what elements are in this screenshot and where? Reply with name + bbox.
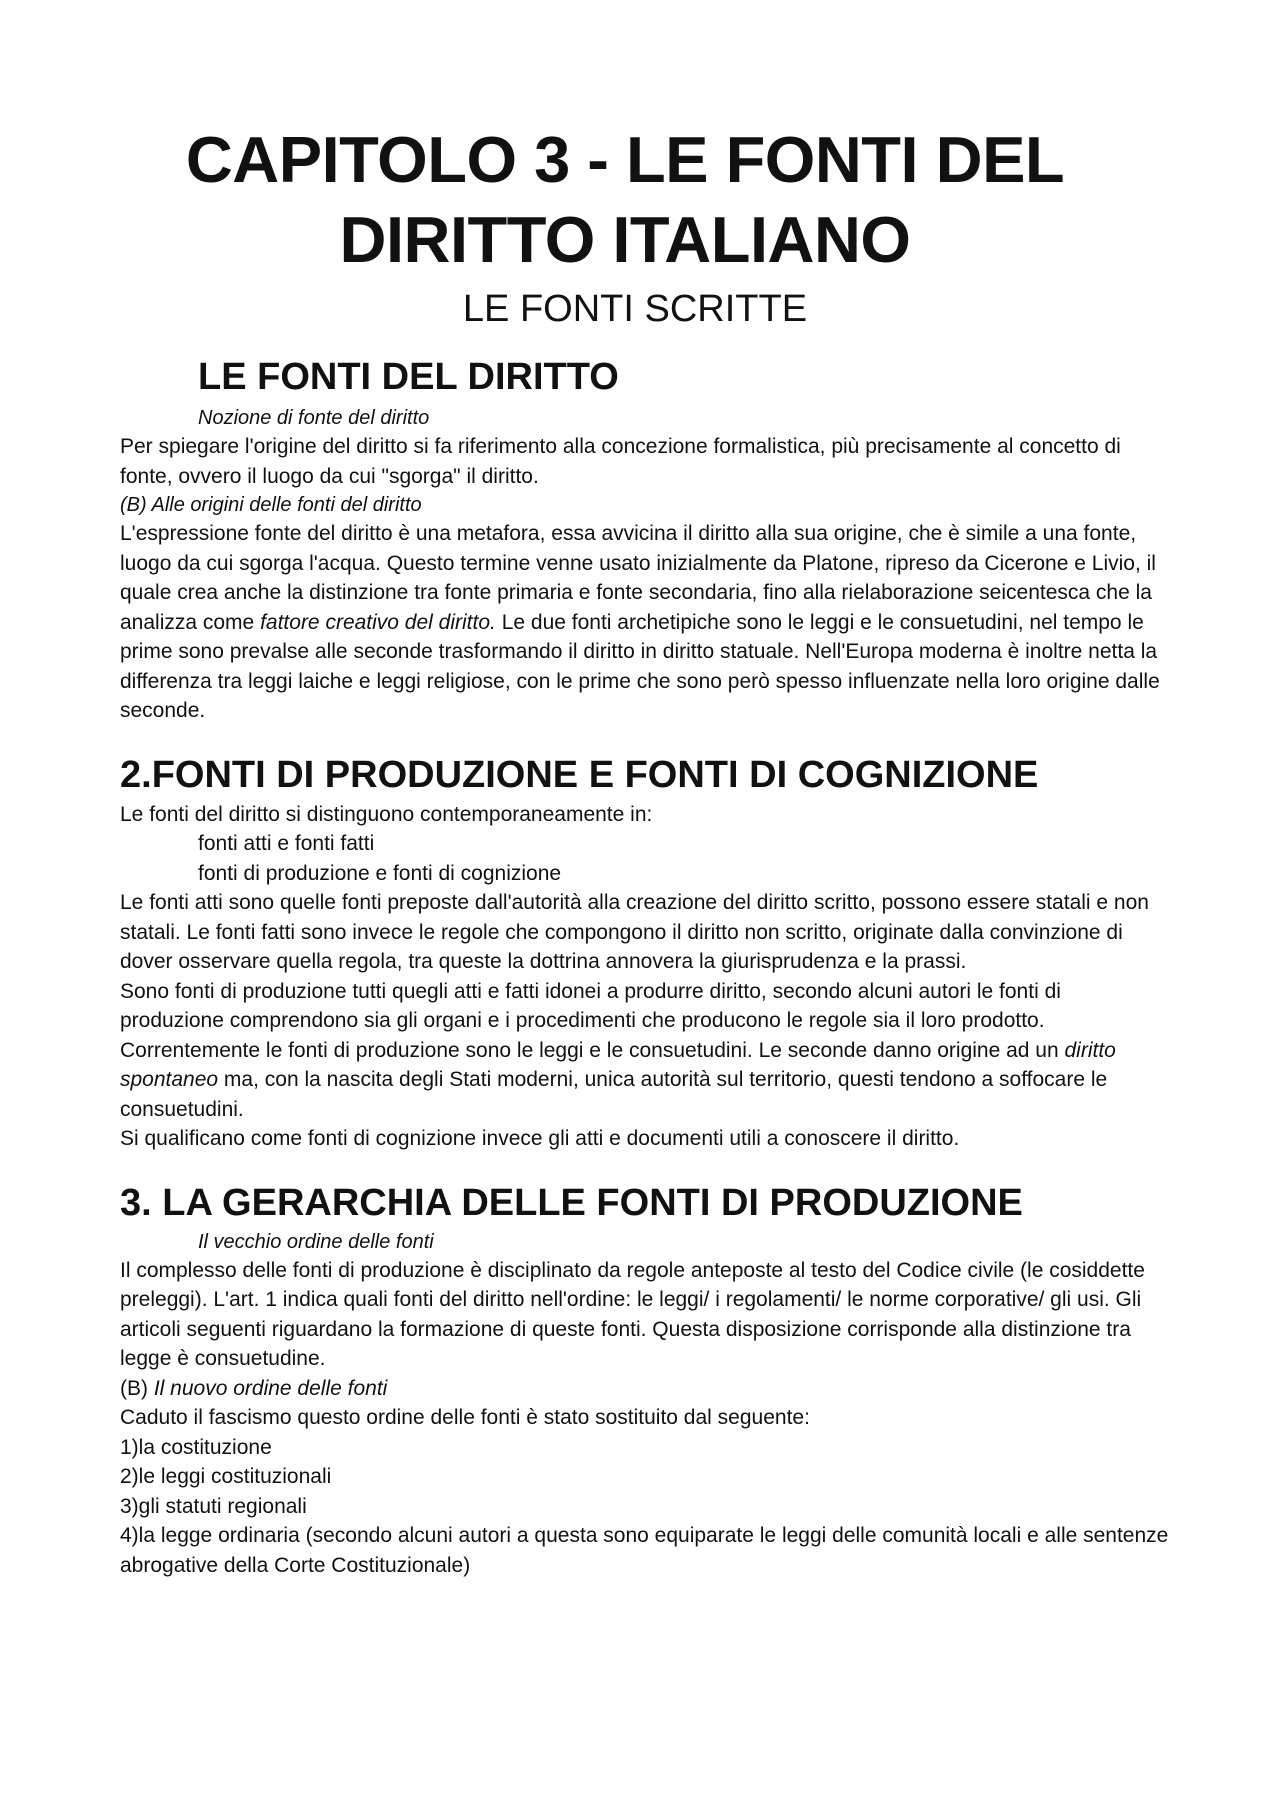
paragraph-intro-distinzione: Le fonti del diritto si distinguono contemporaneamente in: <box>120 802 653 826</box>
section-heading-fonti-del-diritto: LE FONTI DEL DIRITTO <box>198 356 619 398</box>
document-page <box>120 120 1170 1580</box>
chapter-subtitle: LE FONTI SCRITTE <box>462 288 808 330</box>
list-item: 4)la legge ordinaria (secondo alcuni autori a questa sono equiparate le leggi delle comunità locali e alle sentenze abrogative della Corte Costituzionale) <box>120 1524 1169 1577</box>
paragraph-nozione: Per spiegare l'origine del diritto si fa riferimento alla concezione formalistica, più precisamente al concetto di fonte, ovvero il luogo da cui "sgorga" il diritto. <box>120 435 1121 488</box>
section-heading-gerarchia: 3. LA GERARCHIA DELLE FONTI DI PRODUZIONE <box>120 1181 1023 1224</box>
paragraph-fonti-produzione-part-1: Sono fonti di produzione tutti quegli atti e fatti idonei a produrre diritto, secondo alcuni autori le fonti di produzione comprendono sia gli organi e i procedimenti che producono le regole sia il loro prodotto. Correntemente le fonti di produzione sono le leggi e le consuetudini. Le seconde danno origine ad un <box>120 979 1065 1062</box>
list-item: 3)gli statuti regionali <box>120 1494 307 1518</box>
subheading-nuovo-ordine-italic: Il nuovo ordine delle fonti <box>153 1376 388 1400</box>
list-item: fonti atti e fonti fatti <box>198 832 375 855</box>
list-item: 2)le leggi costituzionali <box>120 1465 332 1488</box>
paragraph-origini-part-1: L'espressione fonte del diritto è una metafora, essa avvicina il diritto alla sua origine, che è simile a una fonte, luogo da cui sgorga l'acqua. Questo termine venne usato inizialmente da Platone, ripreso da Cicerone e Livio, il quale crea anche la distinzione tra fonte primaria e fonte secondaria, fino alla rielaborazione seicentesca che la analizza come <box>120 522 1156 634</box>
paragraph-nuovo-ordine: Caduto il fascismo questo ordine delle fonti è stato sostituito dal seguente: <box>120 1406 810 1429</box>
subheading-origini: (B) Alle origini delle fonti del diritto <box>120 494 422 516</box>
subheading-vecchio-ordine: Il vecchio ordine delle fonti <box>198 1230 434 1253</box>
paragraph-origini <box>120 519 1170 726</box>
subheading-nozione: Nozione di fonte del diritto <box>198 407 430 429</box>
paragraph-fonti-produzione-part-2: ma, con la nascita degli Stati moderni, unica autorità sul territorio, questi tendono a soffocare le consuetudini. <box>120 1068 1108 1121</box>
paragraph-fonti-produzione-italic: diritto spontaneo <box>120 1038 1116 1091</box>
paragraph-origini-part-2: Le due fonti archetipiche sono le leggi e le consuetudini, nel tempo le prime sono prevalse alle seconde trasformando il diritto in diritto statuale. Nell'Europa moderna è inoltre netta la differenza tra leggi laiche e leggi religiose, con le prime che sono però spesso influenzate nella loro origine dalle seconde. <box>120 610 1160 722</box>
list-item: fonti di produzione e fonti di cognizione <box>198 861 562 885</box>
chapter-title-line-1: CAPITOLO 3 - LE FONTI DEL <box>185 123 1065 196</box>
subheading-nuovo-ordine-prefix: (B) <box>120 1376 154 1400</box>
chapter-title-line-2: DIRITTO ITALIANO <box>339 203 911 276</box>
chapter-title <box>120 120 1130 280</box>
paragraph-fonti-produzione <box>120 977 1170 1125</box>
paragraph-vecchio-ordine: Il complesso delle fonti di produzione è disciplinato da regole anteposte al testo del Codice civile (le cosiddette preleggi). L'art. 1 indica quali fonti del diritto nell'ordine: le leggi/ i regolamenti/ le norme corporative/ gli usi. Gli articoli seguenti riguardano la formazione di queste fonti. Questa disposizione corrisponde alla distinzione tra legge è consuetudine. <box>120 1258 1145 1370</box>
paragraph-origini-italic: fattore creativo del diritto. <box>260 610 496 634</box>
list-item: 1)la costituzione <box>120 1435 272 1459</box>
section-heading-produzione-cognizione: 2.FONTI DI PRODUZIONE E FONTI DI COGNIZIONE <box>120 753 1039 796</box>
subheading-nuovo-ordine <box>120 1374 1170 1404</box>
paragraph-fonti-cognizione: Si qualificano come fonti di cognizione invece gli atti e documenti utili a conoscere il diritto. <box>120 1127 960 1150</box>
paragraph-fonti-atti: Le fonti atti sono quelle fonti preposte dall'autorità alla creazione del diritto scritto, possono essere statali e non statali. Le fonti fatti sono invece le regole che compongono il diritto non scritto, originate dalla convinzione di dover osservare quella regola, tra queste la dottrina annovera la giurisprudenza e la prassi. <box>120 891 1149 973</box>
